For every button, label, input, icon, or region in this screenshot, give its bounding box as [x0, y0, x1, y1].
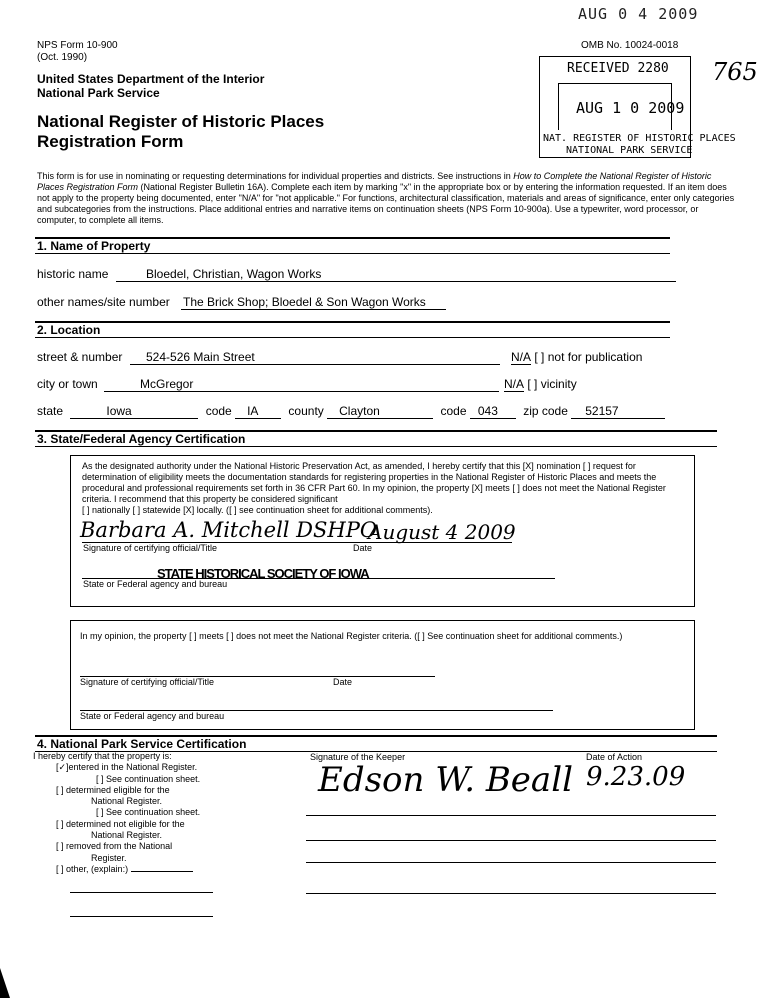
form-date: (Oct. 1990)	[37, 52, 88, 63]
vicinity-checkbox[interactable]: [ ]	[527, 377, 538, 391]
nomination-mark: X	[525, 461, 532, 471]
opinion-not-meet-checkbox[interactable]: [ ]	[226, 631, 234, 641]
state-signature: Barbara A. Mitchell DSHPO	[80, 518, 378, 542]
form-id	[37, 40, 118, 64]
county-code-label: code	[440, 404, 467, 418]
other-names-value: The Brick Shop; Bloedel & Son Wagon Works	[183, 295, 426, 309]
historic-name-value: Bloedel, Christian, Wagon Works	[146, 267, 322, 281]
option-eligible[interactable]	[56, 785, 200, 796]
cert-text-2: nomination	[536, 461, 581, 471]
nationally-checkbox[interactable]: [ ]	[82, 505, 90, 515]
instructions	[37, 171, 737, 226]
not-eligible-label-2: National Register.	[91, 830, 163, 841]
meets-mark: X	[474, 483, 481, 493]
opinion-text-1: In my opinion, the property	[80, 631, 187, 641]
request-checkbox[interactable]: [ ]	[582, 461, 591, 471]
received-label: RECEIVED 2280	[567, 61, 669, 76]
option-removed[interactable]	[56, 841, 200, 852]
form-number: NPS Form 10-900	[37, 40, 118, 51]
keeper-signature: Edson W. Beall	[318, 760, 573, 800]
eligible-checkbox[interactable]: [ ]	[56, 784, 64, 795]
city-value: McGregor	[140, 377, 194, 391]
cert-text-4: meets	[485, 483, 510, 493]
agency-label: State or Federal agency and bureau	[83, 579, 228, 589]
zip-value: 52157	[585, 404, 619, 418]
action-date: 9.23.09	[586, 762, 686, 792]
handwritten-number: 765	[712, 58, 758, 86]
cert-text-5: does not meet the National Register criteria. I recommend that this property be considered significant	[82, 483, 666, 504]
not-for-publication-checkbox[interactable]: [ ]	[534, 350, 545, 364]
opinion-cont-checkbox[interactable]: [ ]	[417, 631, 425, 641]
state-row	[37, 404, 665, 419]
section2-bottom-rule	[35, 337, 670, 338]
removed-label-1: removed from the National	[66, 841, 173, 852]
county-field[interactable]	[327, 404, 433, 419]
instructions-text-1: This form is for use in nominating or requesting determinations for individual properties and districts. See instructions in	[37, 171, 514, 181]
not-eligible-checkbox[interactable]: [ ]	[56, 818, 64, 829]
agency-stamp: STATE HISTORICAL SOCIETY OF IOWA	[157, 566, 369, 581]
street-field[interactable]	[130, 350, 500, 365]
opinion-not-meet-label: does not meet the National Register criteria. (	[236, 631, 418, 641]
county-label: county	[288, 404, 324, 418]
not-meet-checkbox[interactable]: [ ]	[512, 483, 520, 493]
option-entered[interactable]	[56, 762, 200, 773]
corner-mark	[0, 968, 10, 998]
other-checkbox[interactable]: [ ]	[56, 863, 64, 874]
opinion-agency-label: State or Federal agency and bureau	[80, 711, 225, 721]
state-signature-date: August 4 2009	[368, 520, 516, 544]
historic-name-field[interactable]	[116, 267, 676, 282]
city-label: city or town	[37, 377, 98, 391]
state-code-label: code	[205, 404, 232, 418]
option-see-cont-a[interactable]	[96, 774, 200, 785]
agency-line1: United States Department of the Interior	[37, 72, 265, 86]
street-value: 524-526 Main Street	[146, 350, 255, 364]
see-continuation-label: see continuation sheet for additional comments).	[239, 505, 433, 515]
statewide-checkbox[interactable]: [ ]	[132, 505, 141, 515]
removed-checkbox[interactable]: [ ]	[56, 841, 64, 852]
nomination-checkbox[interactable]: [X]	[522, 461, 534, 471]
keeper-line-2	[306, 840, 716, 841]
received-line4: NATIONAL PARK SERVICE	[566, 145, 693, 156]
opinion-meets-label: meets	[199, 631, 224, 641]
na-publication	[511, 350, 642, 365]
date-of-action-label: Date of Action	[586, 752, 643, 762]
cert-text-3: request for determination of eligibility meets the documentation standards for registering properties in the National Register of Historic Places and meets the procedural and professional requirements set forth in 36 CFR Part 60. In my opinion, the property	[82, 461, 657, 493]
keeper-line-3	[306, 862, 716, 863]
locally-mark: X	[185, 505, 192, 515]
entered-label: entered in the National Register.	[68, 762, 198, 773]
instructions-italic: How to Complete the National Register of Historic Places Registration Form	[37, 171, 712, 192]
eligible-label-2: National Register.	[91, 796, 163, 807]
other-names-label: other names/site number	[37, 295, 170, 309]
locally-checkbox[interactable]: [X]	[183, 505, 195, 515]
zip-field[interactable]	[571, 404, 665, 419]
continuation-checkbox[interactable]: [ ]	[229, 505, 237, 515]
section1-heading: 1. Name of Property	[37, 239, 151, 253]
cert-text-1: As the designated authority under the National Historic Preservation Act, as amended, I hereby certify that this	[82, 461, 521, 471]
county-code-field[interactable]	[470, 404, 516, 419]
section1-bottom-rule	[35, 253, 670, 254]
not-for-publication-label: not for publication	[547, 350, 643, 364]
top-date-stamp: AUG 0 4 2009	[578, 5, 699, 23]
section2-top-rule	[35, 321, 670, 323]
other-line-2	[70, 916, 213, 917]
see-cont-b-label: See continuation sheet.	[106, 807, 201, 818]
opinion-meets-checkbox[interactable]: [ ]	[189, 631, 197, 641]
city-field[interactable]	[104, 377, 499, 392]
section2-heading: 2. Location	[37, 323, 101, 337]
received-line3: NAT. REGISTER OF HISTORIC PLACES	[543, 133, 736, 144]
entered-checkbox[interactable]: [✓]	[56, 762, 69, 773]
omb-number: OMB No. 10024-0018	[581, 40, 679, 51]
form-title	[37, 112, 324, 152]
na1: N/A	[511, 350, 532, 364]
see-cont-b-checkbox[interactable]: [ ]	[96, 807, 104, 818]
opinion-text	[80, 631, 680, 642]
zip-label: zip code	[523, 404, 568, 418]
statewide-label: statewide	[142, 505, 181, 515]
option-see-cont-b[interactable]	[96, 807, 200, 818]
eligible-label-1: determined eligible for the	[66, 784, 170, 795]
certify-statement: I hereby certify that the property is:	[33, 751, 172, 761]
other-line-1	[70, 892, 213, 893]
county-code-value: 043	[477, 404, 498, 418]
option-not-eligible[interactable]	[56, 819, 200, 830]
see-cont-a-label: See continuation sheet.	[106, 773, 201, 784]
street-label: street & number	[37, 350, 123, 364]
section3-bottom-rule	[35, 446, 717, 447]
received-date: AUG 1 0 2009	[576, 99, 685, 117]
option-other[interactable]	[56, 864, 200, 875]
county-value: Clayton	[339, 404, 380, 418]
see-cont-a-checkbox[interactable]: [ ]	[96, 773, 104, 784]
na-vicinity	[504, 377, 577, 392]
state-cert-text	[82, 461, 687, 516]
nationally-label: nationally	[92, 505, 131, 515]
locally-label: locally. (	[196, 505, 230, 515]
state-label: state	[37, 404, 64, 418]
other-names-field[interactable]	[181, 295, 446, 310]
other-field[interactable]	[131, 871, 193, 872]
keeper-line-1	[306, 815, 716, 816]
na2: N/A	[504, 377, 525, 391]
keeper-line-4	[306, 893, 716, 894]
agency-line2: National Park Service	[37, 86, 160, 100]
removed-label-2: Register.	[91, 852, 127, 863]
state-signature-label: Signature of certifying official/Title	[83, 543, 218, 553]
state-code-field[interactable]	[235, 404, 281, 419]
state-date-label: Date	[353, 543, 373, 553]
state-value: Iowa	[106, 404, 132, 418]
title-line2: Registration Form	[37, 132, 184, 151]
not-eligible-label-1: determined not eligible for the	[66, 818, 185, 829]
state-field[interactable]	[70, 404, 198, 419]
instructions-text-2: (National Register Bulletin 16A). Complete each item by marking "x" in the appropriate box or by entering the information requested. If an item does not apply to the property being documented, enter "N/A" for "not applicable." For functions, architectural classification, materials and areas of significance, enter only categories and subcategories from the instructions. Place additional entries and narrative items on continuation sheets (NPS Form 10-900a). Use a typewriter, word processor, or computer, to complete all items.	[37, 182, 735, 225]
opinion-see-cont: See continuation sheet for additional comments.)	[427, 631, 623, 641]
state-code-value: IA	[247, 404, 259, 418]
historic-name-label: historic name	[37, 267, 109, 281]
opinion-date-label: Date	[333, 677, 353, 687]
keeper-label: Signature of the Keeper	[310, 752, 406, 762]
other-label: other, (explain:)	[66, 863, 129, 874]
section3-heading: 3. State/Federal Agency Certification	[37, 432, 246, 446]
meets-checkbox[interactable]: [X]	[471, 483, 483, 493]
opinion-sig-label: Signature of certifying official/Title	[80, 677, 215, 687]
section4-heading: 4. National Park Service Certification	[37, 737, 247, 751]
nps-options	[33, 751, 200, 875]
agency	[37, 72, 264, 100]
title-line1: National Register of Historic Places	[37, 112, 325, 131]
vicinity-label: vicinity	[540, 377, 577, 391]
